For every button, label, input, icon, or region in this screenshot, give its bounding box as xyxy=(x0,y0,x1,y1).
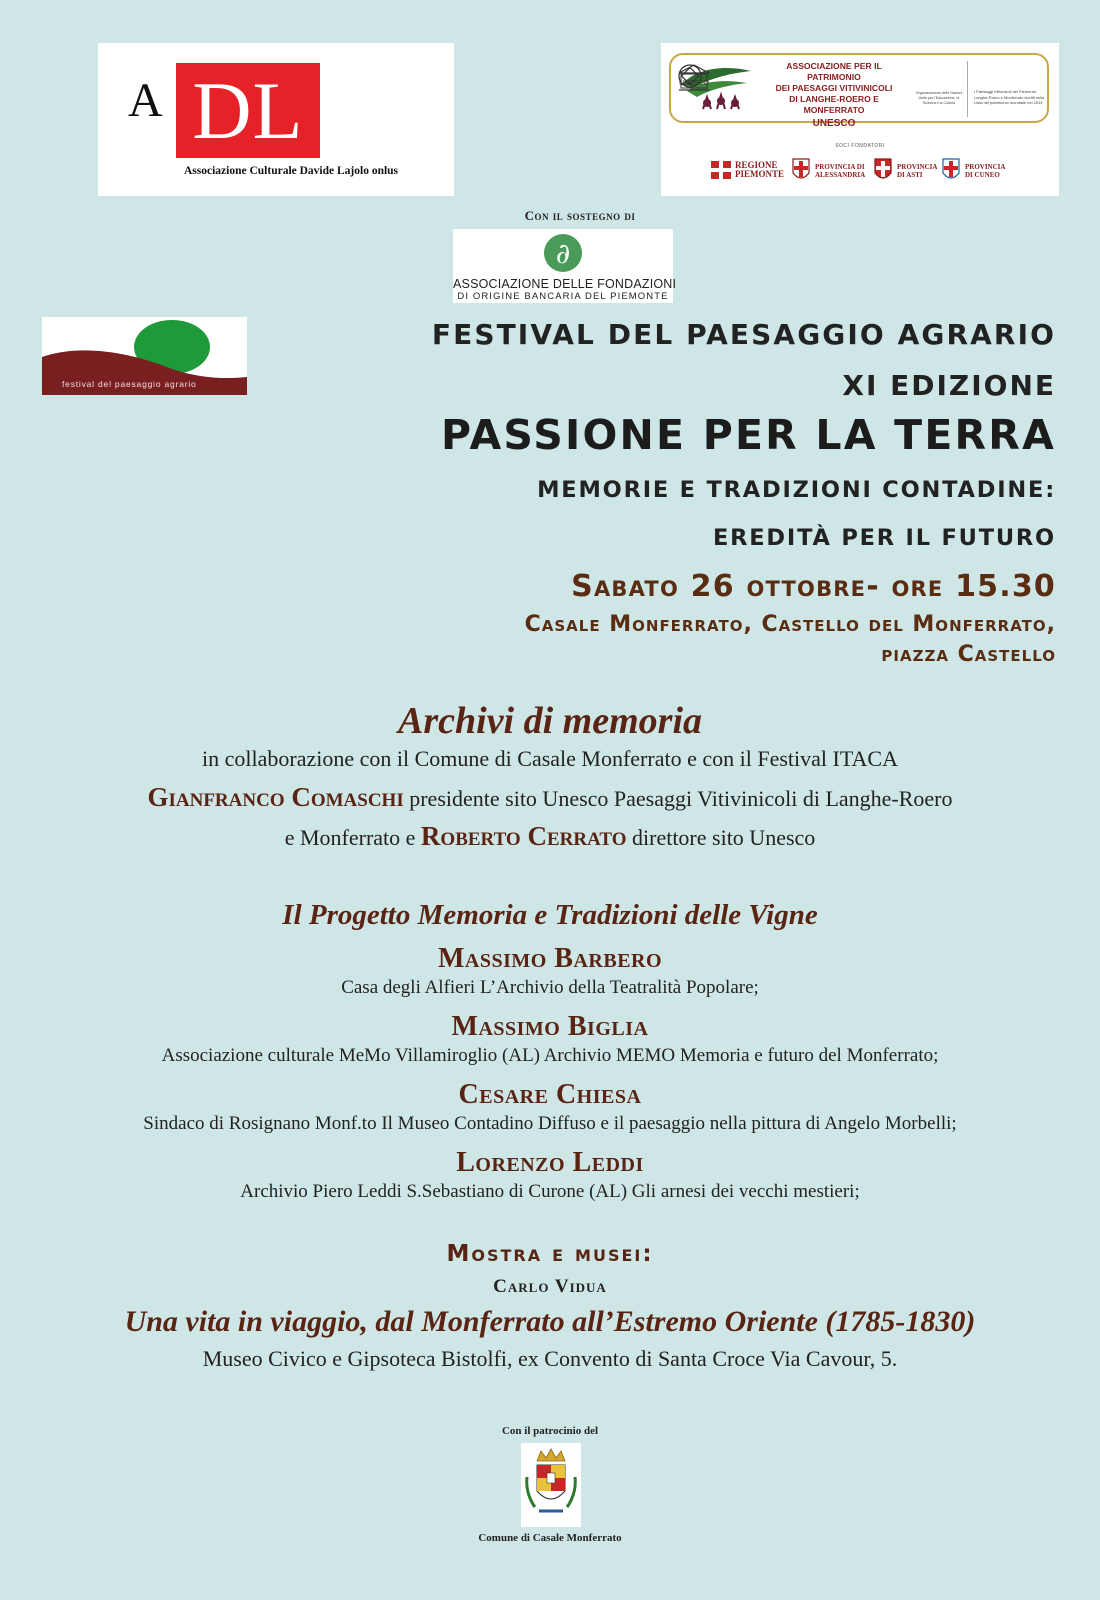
unesco-association-name xyxy=(759,61,909,129)
subtitle-line2: EREDITÀ PER IL FUTURO xyxy=(712,525,1056,551)
founder-label: REGIONE PIEMONTE xyxy=(735,160,785,179)
speaker-role-comaschi: presidente sito Unesco Paesaggi Vitivinicoli di Langhe-Roero xyxy=(403,786,953,811)
unesco-name-line: UNESCO xyxy=(812,118,856,129)
unesco-logo-frame xyxy=(669,53,1049,129)
unesco-org-caption: Organizzazione delle Nazioni Unite per l'Educazione, la Scienza e la Cultura xyxy=(915,91,963,105)
mostra-person-name: Carlo Vidua xyxy=(493,1276,607,1297)
speaker-role-cerrato: direttore sito Unesco xyxy=(626,825,816,850)
casale-coat-of-arms-icon xyxy=(525,1447,577,1523)
founder-label: PROVINCIA DI ASTI xyxy=(897,163,938,179)
speaker-name: Massimo Biglia xyxy=(451,1011,649,1042)
unesco-name-line: DI LANGHE-ROERO E MONFERRATO xyxy=(789,94,879,115)
speaker-description: Associazione culturale MeMo Villamiroglio (AL) Archivio MEMO Memoria e futuro del Monferrato; xyxy=(161,1045,939,1066)
mostra-title: Mostra e musei: xyxy=(446,1241,654,1267)
fondazioni-name-line1: ASSOCIAZIONE DELLE FONDAZIONI xyxy=(453,277,677,291)
festival-edition: XI EDIZIONE xyxy=(842,369,1056,402)
unesco-name-line: DEI PAESAGGI VITIVINICOLI xyxy=(775,83,893,93)
festival-logo xyxy=(42,317,247,395)
mostra-venue: Museo Civico e Gipsoteca Bistolfi, ex Convento di Santa Croce Via Cavour, 5. xyxy=(202,1346,898,1371)
alessandria-crest-icon xyxy=(791,155,811,185)
speaker-name-cerrato: Roberto Cerrato xyxy=(420,821,627,851)
comune-crest xyxy=(521,1443,581,1527)
event-place-line1: Casale Monferrato, Castello del Monferrato, xyxy=(524,612,1056,637)
main-title: PASSIONE PER LA TERRA xyxy=(440,411,1056,459)
speaker-name: Lorenzo Leddi xyxy=(456,1147,644,1178)
event-date: Sabato 26 ottobre- ore 15.30 xyxy=(571,569,1056,604)
patrocinio-label: Con il patrocinio del xyxy=(501,1425,599,1437)
speaker-description: Casa degli Alfieri L’Archivio della Teatralità Popolare; xyxy=(341,977,759,998)
event-place-line2: piazza Castello xyxy=(881,642,1056,667)
unesco-emblem-text: UNESCO xyxy=(679,80,709,87)
unesco-association-logo xyxy=(661,43,1059,196)
world-heritage-icon xyxy=(677,63,703,89)
unesco-divider xyxy=(967,61,968,117)
mostra-exhibit-title: Una vita in viaggio, dal Monferrato all’Estremo Oriente (1785-1830) xyxy=(124,1305,976,1338)
soci-fondatori-label: SOCI FONDATORI xyxy=(835,143,885,149)
adl-logo-letters: DL xyxy=(192,65,304,156)
line-prefix: e Monferrato e xyxy=(284,825,421,850)
speaker-name-comaschi: Gianfranco Comaschi xyxy=(147,782,404,812)
asti-crest-icon xyxy=(873,155,893,185)
adl-logo-red-block xyxy=(176,63,320,158)
adl-logo xyxy=(98,43,454,196)
archivi-speaker-line1 xyxy=(0,782,1100,813)
comune-label: Comune di Casale Monferrato xyxy=(478,1532,622,1544)
progetto-title: Il Progetto Memoria e Tradizioni delle Vigne xyxy=(282,899,818,931)
fondazioni-logo xyxy=(453,229,677,303)
archivi-title: Archivi di memoria xyxy=(398,700,702,742)
world-heritage-caption: I Paesaggi Vitivinicoli del Piemonte: Langhe-Roero e Monferrato iscritti nella Lista del patrimonio mondiale nel 2014 xyxy=(974,89,1045,105)
fondazioni-name-line2: DI ORIGINE BANCARIA DEL PIEMONTE xyxy=(457,291,669,302)
festival-logo-text: festival del paesaggio agrario xyxy=(62,379,197,389)
subtitle-line1: MEMORIE E TRADIZIONI CONTADINE: xyxy=(537,477,1056,503)
archivi-collaboration: in collaborazione con il Comune di Casale Monferrato e con il Festival ITACA xyxy=(202,746,898,771)
speaker-description: Sindaco di Rosignano Monf.to Il Museo Contadino Diffuso e il paesaggio nella pittura di Angelo Morbelli; xyxy=(143,1113,957,1134)
founder-label: PROVINCIA DI ALESSANDRIA xyxy=(815,163,866,179)
unesco-name-line: ASSOCIAZIONE PER IL PATRIMONIO xyxy=(786,61,882,82)
speaker-name: Massimo Barbero xyxy=(437,943,663,974)
sostegno-label: Con il sostegno di xyxy=(524,208,636,223)
regione-piemonte-flag-icon xyxy=(711,155,731,185)
speaker-description: Archivio Piero Leddi S.Sebastiano di Curone (AL) Gli arnesi dei vecchi mestieri; xyxy=(240,1181,860,1202)
adl-logo-letter-a: A xyxy=(128,74,163,127)
fondazioni-emblem-icon xyxy=(543,232,583,274)
cuneo-crest-icon xyxy=(941,155,961,185)
speaker-name: Cesare Chiesa xyxy=(458,1079,642,1110)
founder-label: PROVINCIA DI CUNEO xyxy=(965,163,1006,179)
svg-text:∂: ∂ xyxy=(555,237,571,270)
festival-title: FESTIVAL DEL PAESAGGIO AGRARIO xyxy=(431,318,1056,351)
archivi-speaker-line2 xyxy=(0,821,1100,852)
adl-logo-caption: Associazione Culturale Davide Lajolo onlus xyxy=(184,165,399,177)
